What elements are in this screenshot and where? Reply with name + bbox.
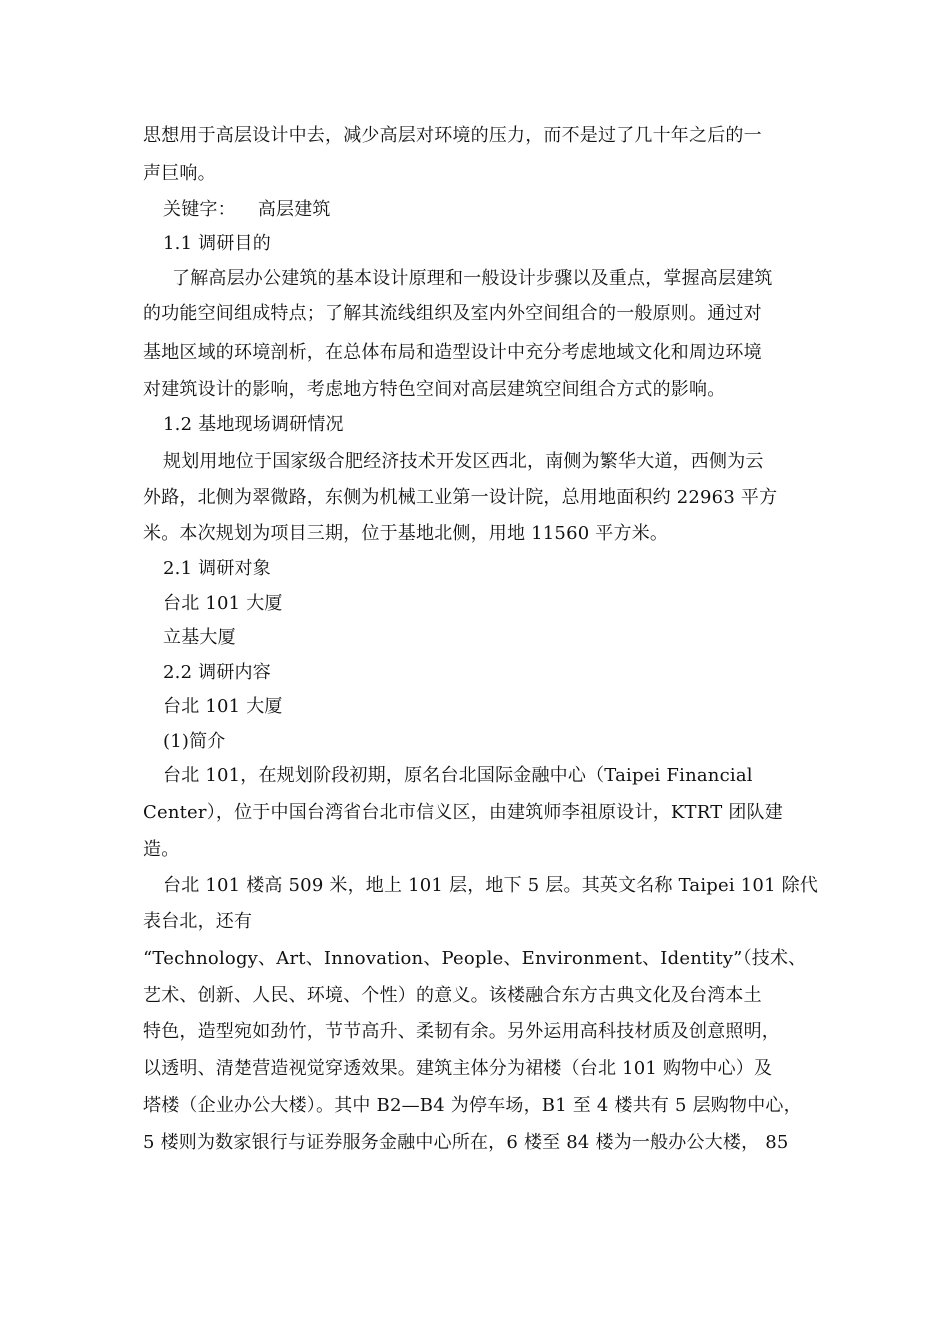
paragraph-line: 台北 101 楼高 509 米，地上 101 层，地下 5 层。其英文名称 Taipei 101 除代	[163, 875, 819, 896]
list-item: 台北 101 大厦	[163, 593, 283, 614]
keywords-value: 高层建筑	[257, 199, 331, 220]
paragraph-line: 了解高层办公建筑的基本设计原理和一般设计步骤以及重点，掌握高层建筑	[172, 268, 773, 289]
paragraph-line: “Technology、Art、Innovation、People、Environment、Identity”（技术、	[143, 948, 807, 969]
paragraph-line: 表台北，还有	[143, 911, 253, 932]
paragraph-line: 的功能空间组成特点；了解其流线组织及室内外空间组合的一般原则。通过对	[143, 303, 762, 324]
paragraph-line: 声巨响。	[143, 163, 216, 184]
paragraph-line: 规划用地位于国家级合肥经济技术开发区西北，南侧为繁华大道，西侧为云	[163, 451, 764, 472]
paragraph-line: 造。	[143, 839, 180, 860]
paragraph-line: 米。本次规划为项目三期，位于基地北侧，用地 11560 平方米。	[143, 523, 669, 544]
paragraph-line: 以透明、清楚营造视觉穿透效果。建筑主体分为裙楼（台北 101 购物中心）及	[143, 1058, 773, 1079]
keywords-line	[163, 198, 331, 222]
section-heading: 2.2 调研内容	[163, 662, 271, 683]
paragraph-line: 思想用于高层设计中去，减少高层对环境的压力，而不是过了几十年之后的一	[143, 125, 762, 146]
section-heading: 2.1 调研对象	[163, 558, 271, 579]
paragraph-line: 台北 101，在规划阶段初期，原名台北国际金融中心（Taipei Financial	[163, 765, 753, 786]
paragraph-line: 对建筑设计的影响，考虑地方特色空间对高层建筑空间组合方式的影响。	[143, 379, 726, 400]
section-heading: 1.2 基地现场调研情况	[163, 414, 344, 435]
paragraph-line: 艺术、创新、人民、环境、个性）的意义。该楼融合东方古典文化及台湾本土	[143, 985, 762, 1006]
paragraph-line: 5 楼则为数家银行与证券服务金融中心所在，6 楼至 84 楼为一般办公大楼， 85	[143, 1132, 789, 1153]
paragraph-line: 外路，北侧为翠微路，东侧为机械工业第一设计院，总用地面积约 22963 平方	[143, 487, 778, 508]
keywords-label: 关键字：	[163, 199, 236, 220]
paragraph-line: 塔楼（企业办公大楼）。其中 B2—B4 为停车场，B1 至 4 楼共有 5 层购物中心，	[143, 1095, 802, 1116]
subsection-heading: (1)简介	[163, 731, 226, 752]
list-item: 立基大厦	[163, 627, 236, 648]
paragraph-line: 基地区域的环境剖析，在总体布局和造型设计中充分考虑地域文化和周边环境	[143, 342, 762, 363]
section-heading: 1.1 调研目的	[163, 233, 271, 254]
subsection-heading: 台北 101 大厦	[163, 696, 283, 717]
paragraph-line: Center），位于中国台湾省台北市信义区，由建筑师李祖原设计，KTRT 团队建	[143, 802, 783, 823]
paragraph-line: 特色，造型宛如劲竹，节节高升、柔韧有余。另外运用高科技材质及创意照明，	[143, 1021, 780, 1042]
